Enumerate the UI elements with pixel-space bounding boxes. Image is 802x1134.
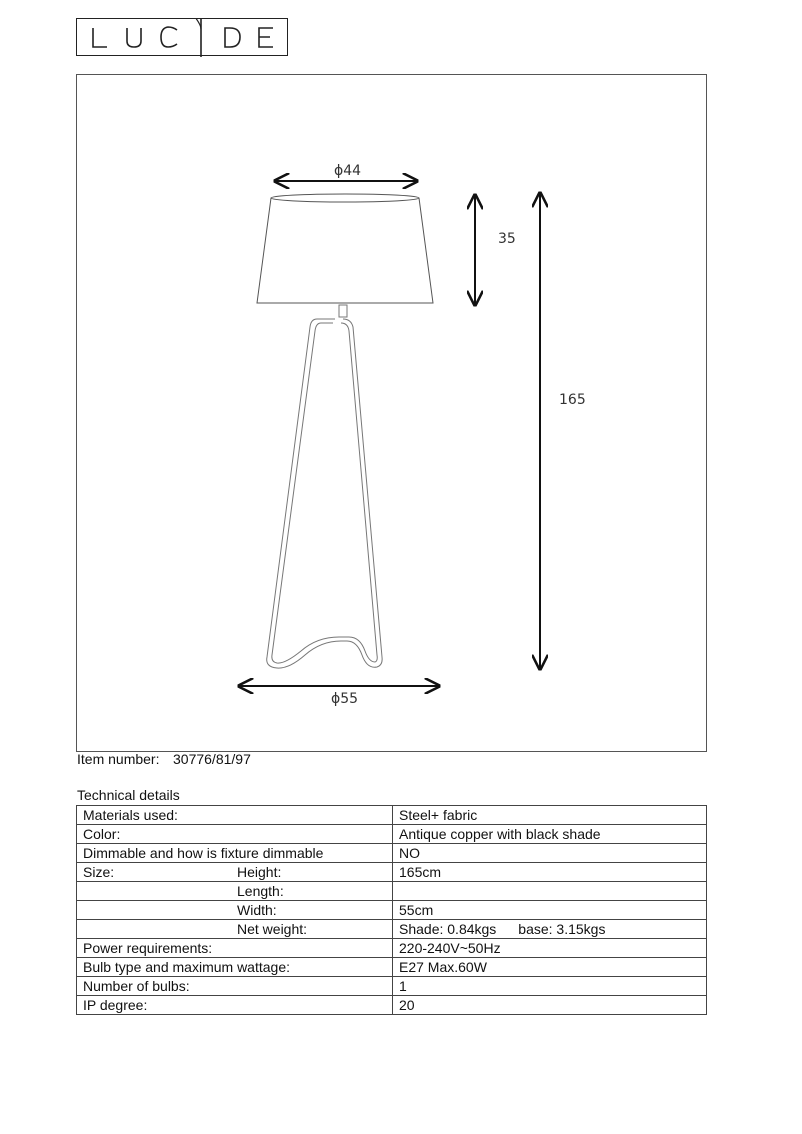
spec-label: Dimmable and how is fixture dimmable xyxy=(77,844,393,863)
spec-label: Number of bulbs: xyxy=(77,977,393,996)
table-row xyxy=(77,920,707,939)
item-number-row xyxy=(77,751,251,767)
base-weight: base: 3.15kgs xyxy=(518,920,606,937)
spec-value: 220-240V~50Hz xyxy=(393,939,707,958)
spec-label xyxy=(77,920,393,939)
net-weight-label: Net weight: xyxy=(237,921,308,937)
brand-logo xyxy=(76,18,288,56)
spec-label: Color: xyxy=(77,825,393,844)
lamp-frame xyxy=(267,319,382,668)
product-drawing xyxy=(76,74,707,752)
shade-height-label: 35 xyxy=(498,231,516,247)
base-diameter-label: ϕ55 xyxy=(331,691,359,707)
spec-label: Bulb type and maximum wattage: xyxy=(77,958,393,977)
spec-value: 20 xyxy=(393,996,707,1015)
spec-label: Materials used: xyxy=(77,806,393,825)
table-row xyxy=(77,901,707,920)
table-row xyxy=(77,863,707,882)
table-row xyxy=(77,958,707,977)
table-row xyxy=(77,844,707,863)
lamp-dimension-drawing xyxy=(77,75,708,753)
spec-value xyxy=(393,882,707,901)
logo-frame-graphic xyxy=(77,19,289,57)
table-row xyxy=(77,996,707,1015)
item-number-value: 30776/81/97 xyxy=(173,751,251,767)
lamp-shade xyxy=(257,194,433,303)
height-label: Height: xyxy=(237,864,282,880)
shade-diameter-label: ϕ44 xyxy=(334,163,362,179)
spec-value: NO xyxy=(393,844,707,863)
spec-value: Antique copper with black shade xyxy=(393,825,707,844)
total-height-label: 165 xyxy=(559,392,586,408)
spec-label xyxy=(77,882,393,901)
table-row xyxy=(77,977,707,996)
specs-table xyxy=(76,805,707,1015)
spec-value: 1 xyxy=(393,977,707,996)
table-row xyxy=(77,882,707,901)
table-row xyxy=(77,939,707,958)
spec-value: E27 Max.60W xyxy=(393,958,707,977)
length-label: Length: xyxy=(237,883,284,899)
table-row xyxy=(77,806,707,825)
spec-value xyxy=(393,920,707,939)
width-label: Width: xyxy=(237,902,277,918)
spec-value: Steel+ fabric xyxy=(393,806,707,825)
table-row xyxy=(77,825,707,844)
spec-label xyxy=(77,863,393,882)
shade-weight: Shade: 0.84kgs xyxy=(399,920,497,937)
size-label: Size: xyxy=(83,863,115,880)
technical-details-heading: Technical details xyxy=(77,787,180,803)
item-number-label: Item number: xyxy=(77,751,160,767)
spec-label: Power requirements: xyxy=(77,939,393,958)
spec-label: IP degree: xyxy=(77,996,393,1015)
spec-value: 55cm xyxy=(393,901,707,920)
spec-value: 165cm xyxy=(393,863,707,882)
spec-label xyxy=(77,901,393,920)
